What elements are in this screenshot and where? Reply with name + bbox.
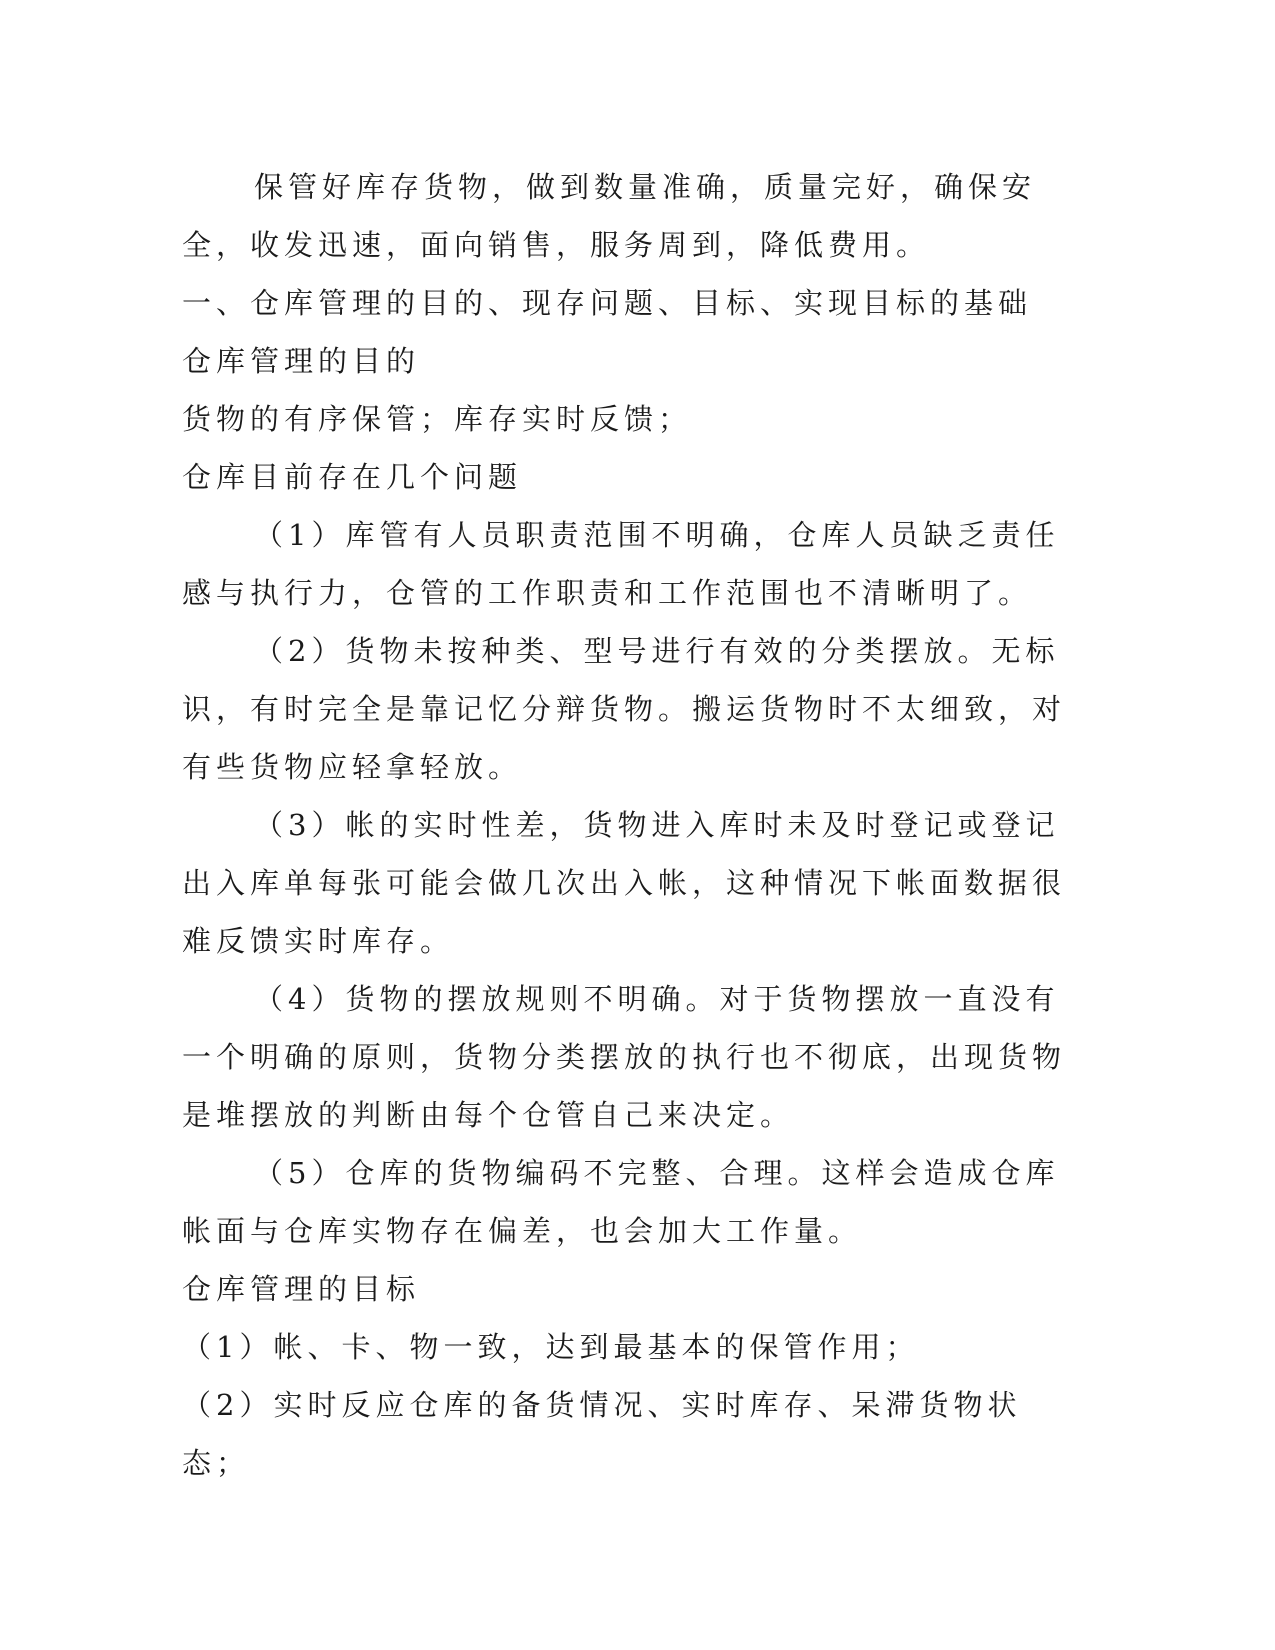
section-title: 一、仓库管理的目的、现存问题、目标、实现目标的基础 (182, 286, 1033, 320)
goal-item-2: （2）实时反应仓库的备货情况、实时库存、呆滞货物状态； (182, 1388, 1022, 1480)
subheading-problems: 仓库目前存在几个问题 (182, 460, 523, 494)
problem-item-3: （3）帐的实时性差，货物进入库时未及时登记或登记出入库单每张可能会做几次出入帐，这种情况下帐面数据很难反馈实时库存。 (182, 808, 1067, 958)
subheading-purpose: 仓库管理的目的 (182, 344, 421, 378)
goal-item-1: （1）帐、卡、物一致，达到最基本的保管作用； (182, 1330, 920, 1364)
purpose-text: 货物的有序保管；库存实时反馈； (182, 402, 693, 436)
intro-paragraph: 保管好库存货物，做到数量准确，质量完好，确保安全，收发迅速，面向销售，服务周到，降低费用。 (182, 170, 1037, 262)
problem-item-4: （4）货物的摆放规则不明确。对于货物摆放一直没有一个明确的原则，货物分类摆放的执行也不彻底，出现货物是堆摆放的判断由每个仓管自己来决定。 (182, 982, 1067, 1132)
problem-item-2: （2）货物未按种类、型号进行有效的分类摆放。无标识，有时完全是靠记忆分辩货物。搬运货物时不太细致，对有些货物应轻拿轻放。 (182, 634, 1067, 784)
problem-item-5: （5）仓库的货物编码不完整、合理。这样会造成仓库帐面与仓库实物存在偏差，也会加大工作量。 (182, 1156, 1060, 1248)
problem-item-1: （1）库管有人员职责范围不明确，仓库人员缺乏责任感与执行力，仓管的工作职责和工作范围也不清晰明了。 (182, 518, 1060, 610)
document-body (182, 158, 1082, 1492)
subheading-goals: 仓库管理的目标 (182, 1272, 421, 1306)
